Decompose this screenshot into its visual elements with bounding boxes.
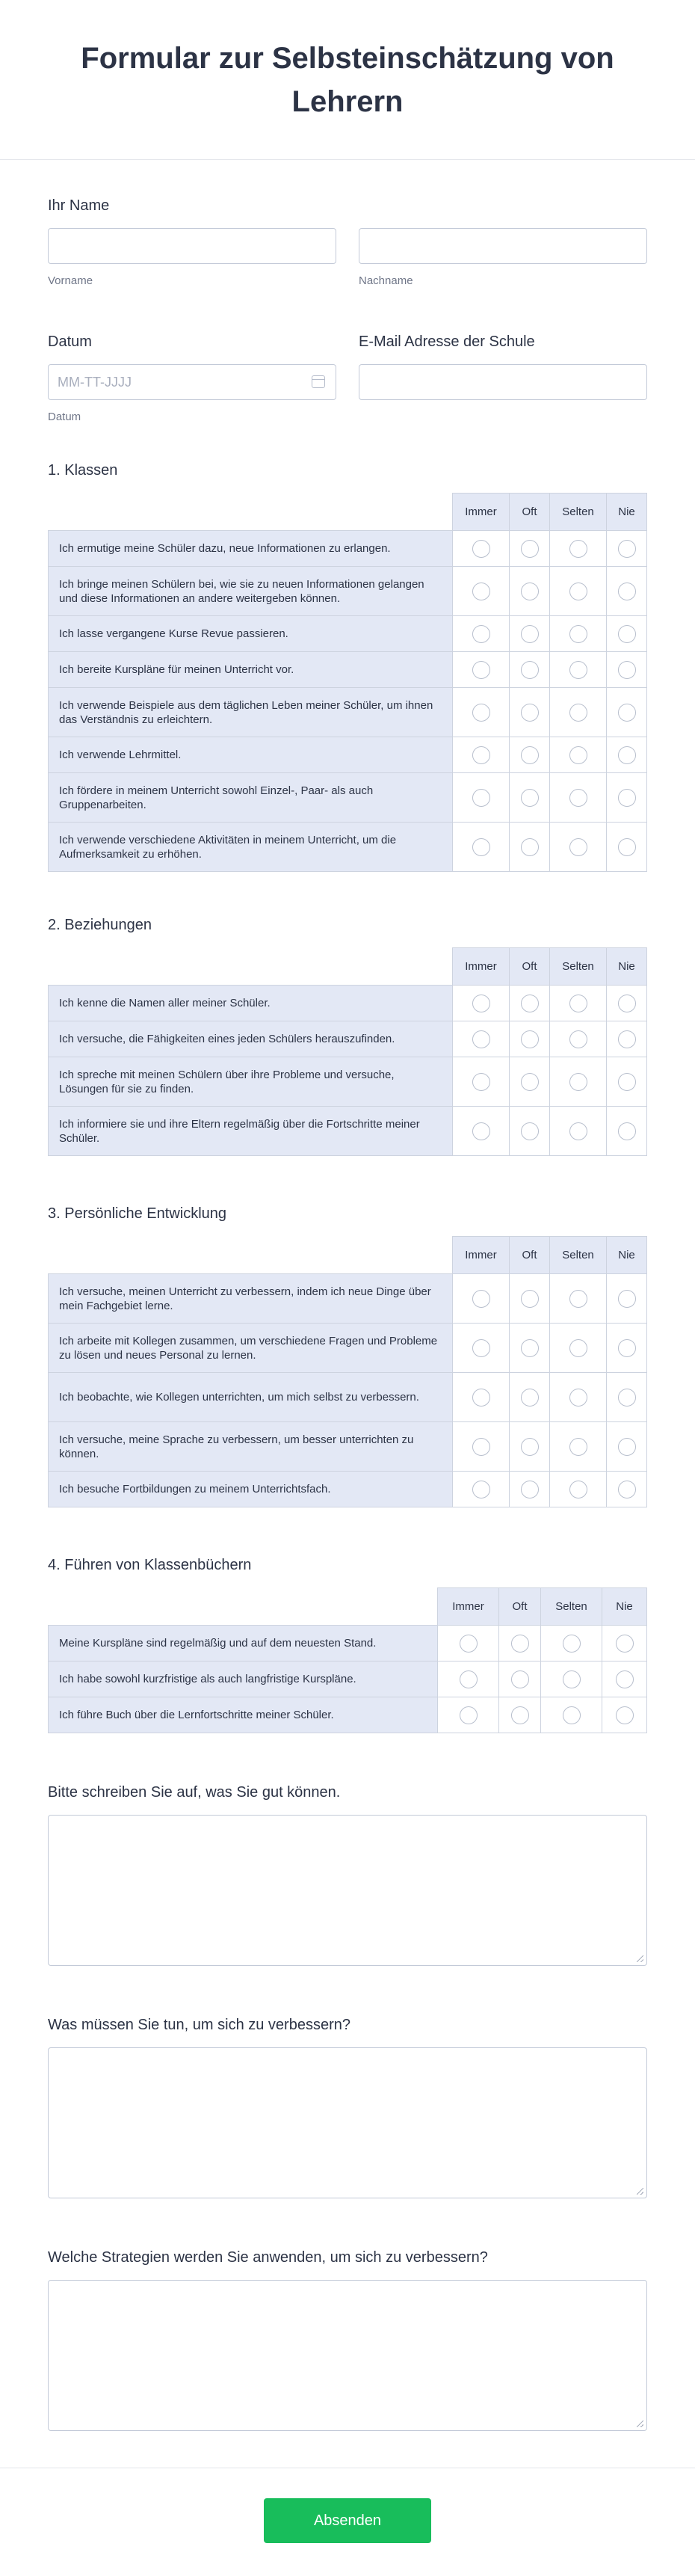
question-label: Meine Kurspläne sind regelmäßig und auf dem neuesten Stand. bbox=[49, 1626, 438, 1662]
question-label: Ich kenne die Namen aller meiner Schüler. bbox=[49, 986, 453, 1021]
radio-button[interactable] bbox=[472, 1339, 490, 1357]
column-header: Nie bbox=[607, 494, 647, 531]
radio-cell bbox=[510, 1373, 550, 1422]
textarea-sections bbox=[48, 1784, 647, 2431]
radio-cell bbox=[607, 1274, 647, 1324]
radio-button[interactable] bbox=[618, 1073, 636, 1091]
radio-cell bbox=[550, 1107, 607, 1156]
radio-cell bbox=[510, 688, 550, 737]
radio-cell bbox=[550, 823, 607, 872]
radio-cell bbox=[453, 986, 510, 1021]
matrix-row bbox=[49, 823, 647, 872]
radio-cell bbox=[607, 652, 647, 688]
radio-button[interactable] bbox=[618, 746, 636, 764]
question-label: Ich spreche mit meinen Schülern über ihre Probleme und versuche, Lösungen für sie zu finden. bbox=[49, 1057, 453, 1107]
radio-cell bbox=[453, 773, 510, 823]
question-label: Ich versuche, meine Sprache zu verbessern, um besser unterrichten zu können. bbox=[49, 1422, 453, 1472]
radio-button[interactable] bbox=[521, 789, 539, 807]
radio-cell bbox=[550, 616, 607, 652]
submit-button[interactable]: Absenden bbox=[264, 2498, 431, 2543]
column-header: Immer bbox=[453, 948, 510, 986]
resize-handle-icon[interactable] bbox=[637, 1955, 643, 1962]
section-title: 1. Klassen bbox=[48, 462, 118, 479]
radio-cell bbox=[453, 1472, 510, 1507]
radio-cell bbox=[550, 1274, 607, 1324]
radio-cell bbox=[607, 1373, 647, 1422]
matrix-row bbox=[49, 1057, 647, 1107]
question-label: Ich ermutige meine Schüler dazu, neue Informationen zu erlangen. bbox=[49, 531, 453, 567]
radio-cell bbox=[607, 1057, 647, 1107]
radio-cell bbox=[510, 737, 550, 773]
radio-cell bbox=[510, 1057, 550, 1107]
first-name-input[interactable] bbox=[48, 228, 336, 264]
section-title: 3. Persönliche Entwicklung bbox=[48, 1205, 227, 1222]
radio-button[interactable] bbox=[460, 1635, 478, 1653]
radio-cell bbox=[607, 823, 647, 872]
radio-button[interactable] bbox=[563, 1635, 581, 1653]
name-label: Ihr Name bbox=[48, 197, 110, 214]
radio-cell bbox=[541, 1697, 602, 1733]
section-title: 2. Beziehungen bbox=[48, 917, 152, 933]
radio-button[interactable] bbox=[521, 995, 539, 1012]
radio-cell bbox=[550, 688, 607, 737]
radio-button[interactable] bbox=[472, 704, 490, 722]
textarea-group bbox=[48, 1784, 647, 1966]
question-label: Ich beobachte, wie Kollegen unterrichten, um mich selbst zu verbessern. bbox=[49, 1373, 453, 1422]
radio-button[interactable] bbox=[569, 1030, 587, 1048]
calendar-icon[interactable] bbox=[312, 375, 325, 388]
radio-cell bbox=[550, 1021, 607, 1057]
radio-button[interactable] bbox=[460, 1706, 478, 1724]
radio-cell bbox=[550, 1373, 607, 1422]
radio-button[interactable] bbox=[460, 1670, 478, 1688]
radio-cell bbox=[453, 823, 510, 872]
radio-button[interactable] bbox=[618, 1438, 636, 1456]
radio-cell bbox=[453, 567, 510, 616]
question-label: Ich besuche Fortbildungen zu meinem Unterrichtsfach. bbox=[49, 1472, 453, 1507]
matrix-row bbox=[49, 1021, 647, 1057]
matrix-row bbox=[49, 986, 647, 1021]
date-email-row bbox=[48, 333, 647, 423]
radio-cell bbox=[453, 1324, 510, 1373]
radio-cell bbox=[602, 1697, 647, 1733]
radio-button[interactable] bbox=[472, 625, 490, 643]
textarea-group bbox=[48, 2017, 647, 2198]
form-footer bbox=[0, 2468, 695, 2576]
radio-button[interactable] bbox=[472, 789, 490, 807]
matrix-row bbox=[49, 737, 647, 773]
radio-cell bbox=[453, 1057, 510, 1107]
radio-button[interactable] bbox=[521, 1030, 539, 1048]
question-label: Ich führe Buch über die Lernfortschritte meiner Schüler. bbox=[49, 1697, 438, 1733]
matrix-sections bbox=[48, 462, 647, 1733]
radio-cell bbox=[510, 531, 550, 567]
radio-button[interactable] bbox=[569, 1122, 587, 1140]
name-field-group bbox=[48, 197, 647, 287]
matrix-row bbox=[49, 652, 647, 688]
column-header: Nie bbox=[607, 1237, 647, 1274]
radio-button[interactable] bbox=[472, 995, 490, 1012]
radio-cell bbox=[510, 652, 550, 688]
matrix-section bbox=[48, 462, 647, 872]
radio-cell bbox=[453, 1021, 510, 1057]
answer-textarea[interactable] bbox=[48, 2047, 647, 2198]
matrix-row bbox=[49, 616, 647, 652]
column-header: Selten bbox=[550, 1237, 607, 1274]
radio-button[interactable] bbox=[569, 789, 587, 807]
radio-cell bbox=[550, 1472, 607, 1507]
matrix-row bbox=[49, 1662, 647, 1697]
radio-cell bbox=[510, 823, 550, 872]
column-header: Oft bbox=[510, 1237, 550, 1274]
radio-cell bbox=[453, 652, 510, 688]
radio-cell bbox=[602, 1626, 647, 1662]
radio-cell bbox=[453, 1373, 510, 1422]
textarea-label: Welche Strategien werden Sie anwenden, um sich zu verbessern? bbox=[48, 2249, 488, 2266]
radio-button[interactable] bbox=[472, 1073, 490, 1091]
radio-button[interactable] bbox=[472, 661, 490, 679]
radio-button[interactable] bbox=[472, 1481, 490, 1498]
radio-cell bbox=[510, 1274, 550, 1324]
resize-handle-icon[interactable] bbox=[637, 2420, 643, 2427]
date-input[interactable] bbox=[48, 364, 336, 400]
last-name-input[interactable] bbox=[359, 228, 647, 264]
radio-button[interactable] bbox=[569, 838, 587, 856]
question-label: Ich lasse vergangene Kurse Revue passieren. bbox=[49, 616, 453, 652]
answer-textarea[interactable] bbox=[48, 1815, 647, 1966]
radio-button[interactable] bbox=[618, 789, 636, 807]
radio-button[interactable] bbox=[521, 1481, 539, 1498]
radio-cell bbox=[499, 1697, 541, 1733]
column-header: Selten bbox=[541, 1588, 602, 1626]
first-name-sublabel: Vorname bbox=[48, 274, 93, 287]
radio-cell bbox=[602, 1662, 647, 1697]
form-content bbox=[0, 197, 695, 2431]
radio-cell bbox=[510, 1107, 550, 1156]
question-label: Ich verwende Beispiele aus dem täglichen Leben meiner Schüler, um ihnen das Verständnis zu erleichtern. bbox=[49, 688, 453, 737]
radio-button[interactable] bbox=[569, 1339, 587, 1357]
radio-cell bbox=[453, 616, 510, 652]
question-label: Ich arbeite mit Kollegen zusammen, um verschiedene Fragen und Probleme zu lösen und neues Personal zu lernen. bbox=[49, 1324, 453, 1373]
radio-button[interactable] bbox=[618, 1290, 636, 1308]
question-label: Ich habe sowohl kurzfristige als auch langfristige Kurspläne. bbox=[49, 1662, 438, 1697]
radio-cell bbox=[453, 1422, 510, 1472]
rating-matrix bbox=[48, 1236, 647, 1507]
radio-cell bbox=[607, 531, 647, 567]
radio-button[interactable] bbox=[521, 625, 539, 643]
question-label: Ich bringe meinen Schülern bei, wie sie zu neuen Informationen gelangen und diese Informationen an andere weitergeben können. bbox=[49, 567, 453, 616]
radio-button[interactable] bbox=[521, 1073, 539, 1091]
radio-button[interactable] bbox=[618, 995, 636, 1012]
matrix-section bbox=[48, 1205, 647, 1507]
matrix-row bbox=[49, 1373, 647, 1422]
radio-button[interactable] bbox=[618, 1339, 636, 1357]
matrix-row bbox=[49, 1422, 647, 1472]
radio-cell bbox=[453, 531, 510, 567]
school-email-input[interactable] bbox=[359, 364, 647, 400]
radio-cell bbox=[607, 986, 647, 1021]
radio-cell bbox=[510, 1422, 550, 1472]
radio-button[interactable] bbox=[472, 540, 490, 558]
answer-textarea[interactable] bbox=[48, 2280, 647, 2431]
radio-button[interactable] bbox=[521, 540, 539, 558]
question-label: Ich versuche, meinen Unterricht zu verbessern, indem ich neue Dinge über mein Fachgebiet lerne. bbox=[49, 1274, 453, 1324]
radio-button[interactable] bbox=[521, 746, 539, 764]
radio-button[interactable] bbox=[618, 1122, 636, 1140]
radio-cell bbox=[607, 1021, 647, 1057]
radio-cell bbox=[510, 1021, 550, 1057]
radio-button[interactable] bbox=[569, 1481, 587, 1498]
radio-button[interactable] bbox=[618, 582, 636, 600]
radio-button[interactable] bbox=[511, 1706, 529, 1724]
radio-cell bbox=[453, 1107, 510, 1156]
radio-button[interactable] bbox=[569, 1438, 587, 1456]
radio-button[interactable] bbox=[472, 838, 490, 856]
email-label: E-Mail Adresse der Schule bbox=[359, 333, 535, 350]
matrix-section bbox=[48, 1557, 647, 1733]
column-header: Nie bbox=[602, 1588, 647, 1626]
radio-cell bbox=[541, 1626, 602, 1662]
radio-cell bbox=[550, 773, 607, 823]
last-name-sublabel: Nachname bbox=[359, 274, 413, 287]
radio-button[interactable] bbox=[569, 704, 587, 722]
radio-button[interactable] bbox=[618, 1030, 636, 1048]
matrix-row bbox=[49, 567, 647, 616]
radio-button[interactable] bbox=[618, 704, 636, 722]
radio-button[interactable] bbox=[618, 838, 636, 856]
rating-matrix bbox=[48, 947, 647, 1156]
radio-cell bbox=[550, 531, 607, 567]
column-header: Selten bbox=[550, 494, 607, 531]
radio-button[interactable] bbox=[569, 1073, 587, 1091]
matrix-row bbox=[49, 531, 647, 567]
radio-button[interactable] bbox=[472, 1030, 490, 1048]
radio-cell bbox=[607, 1324, 647, 1373]
column-header: Oft bbox=[510, 948, 550, 986]
radio-cell bbox=[550, 652, 607, 688]
column-header: Oft bbox=[510, 494, 550, 531]
radio-button[interactable] bbox=[618, 625, 636, 643]
radio-cell bbox=[607, 1107, 647, 1156]
radio-cell bbox=[541, 1662, 602, 1697]
radio-button[interactable] bbox=[511, 1670, 529, 1688]
question-label: Ich verwende verschiedene Aktivitäten in meinem Unterricht, um die Aufmerksamkeit zu erhöhen. bbox=[49, 823, 453, 872]
radio-button[interactable] bbox=[616, 1706, 634, 1724]
date-label: Datum bbox=[48, 333, 92, 350]
date-sublabel: Datum bbox=[48, 411, 81, 423]
textarea-label: Bitte schreiben Sie auf, was Sie gut können. bbox=[48, 1784, 341, 1801]
radio-button[interactable] bbox=[521, 1290, 539, 1308]
radio-cell bbox=[438, 1662, 499, 1697]
radio-cell bbox=[607, 773, 647, 823]
radio-button[interactable] bbox=[569, 625, 587, 643]
radio-cell bbox=[607, 567, 647, 616]
radio-button[interactable] bbox=[521, 704, 539, 722]
radio-cell bbox=[510, 773, 550, 823]
radio-button[interactable] bbox=[569, 1290, 587, 1308]
column-header: Immer bbox=[438, 1588, 499, 1626]
question-label: Ich bereite Kurspläne für meinen Unterricht vor. bbox=[49, 652, 453, 688]
textarea-group bbox=[48, 2249, 647, 2431]
radio-button[interactable] bbox=[618, 1389, 636, 1407]
radio-cell bbox=[499, 1662, 541, 1697]
radio-cell bbox=[607, 616, 647, 652]
radio-button[interactable] bbox=[521, 838, 539, 856]
radio-cell bbox=[438, 1697, 499, 1733]
radio-button[interactable] bbox=[521, 1438, 539, 1456]
radio-cell bbox=[510, 1472, 550, 1507]
resize-handle-icon[interactable] bbox=[637, 2188, 643, 2195]
radio-button[interactable] bbox=[521, 1339, 539, 1357]
radio-button[interactable] bbox=[618, 661, 636, 679]
rating-matrix bbox=[48, 493, 647, 872]
radio-button[interactable] bbox=[472, 1438, 490, 1456]
radio-cell bbox=[550, 1324, 607, 1373]
radio-button[interactable] bbox=[511, 1635, 529, 1653]
radio-cell bbox=[550, 1057, 607, 1107]
radio-cell bbox=[607, 688, 647, 737]
radio-button[interactable] bbox=[563, 1706, 581, 1724]
radio-cell bbox=[550, 567, 607, 616]
matrix-row bbox=[49, 1697, 647, 1733]
column-header: Selten bbox=[550, 948, 607, 986]
radio-cell bbox=[453, 1274, 510, 1324]
radio-button[interactable] bbox=[618, 540, 636, 558]
radio-button[interactable] bbox=[569, 661, 587, 679]
form-title: Formular zur Selbsteinschätzung von Lehrern bbox=[81, 41, 614, 118]
radio-button[interactable] bbox=[472, 582, 490, 600]
textarea-label: Was müssen Sie tun, um sich zu verbessern? bbox=[48, 2017, 350, 2033]
question-label: Ich verwende Lehrmittel. bbox=[49, 737, 453, 773]
radio-button[interactable] bbox=[569, 540, 587, 558]
radio-button[interactable] bbox=[472, 746, 490, 764]
question-label: Ich informiere sie und ihre Eltern regelmäßig über die Fortschritte meiner Schüler. bbox=[49, 1107, 453, 1156]
column-header: Immer bbox=[453, 494, 510, 531]
radio-cell bbox=[607, 1472, 647, 1507]
matrix-row bbox=[49, 688, 647, 737]
matrix-row bbox=[49, 1107, 647, 1156]
question-label: Ich versuche, die Fähigkeiten eines jeden Schülers herauszufinden. bbox=[49, 1021, 453, 1057]
radio-button[interactable] bbox=[521, 582, 539, 600]
radio-cell bbox=[453, 737, 510, 773]
matrix-section bbox=[48, 917, 647, 1156]
radio-cell bbox=[510, 1324, 550, 1373]
matrix-row bbox=[49, 1324, 647, 1373]
radio-cell bbox=[510, 567, 550, 616]
date-placeholder: MM-TT-JJJJ bbox=[58, 375, 132, 390]
radio-button[interactable] bbox=[618, 1481, 636, 1498]
matrix-row bbox=[49, 1472, 647, 1507]
radio-button[interactable] bbox=[563, 1670, 581, 1688]
radio-button[interactable] bbox=[569, 1389, 587, 1407]
radio-cell bbox=[453, 688, 510, 737]
rating-matrix bbox=[48, 1587, 647, 1733]
section-title: 4. Führen von Klassenbüchern bbox=[48, 1557, 252, 1573]
column-header: Oft bbox=[499, 1588, 541, 1626]
matrix-row bbox=[49, 773, 647, 823]
question-label: Ich fördere in meinem Unterricht sowohl Einzel-, Paar- als auch Gruppenarbeiten. bbox=[49, 773, 453, 823]
radio-button[interactable] bbox=[569, 995, 587, 1012]
form-header bbox=[0, 0, 695, 160]
radio-cell bbox=[607, 1422, 647, 1472]
column-header: Immer bbox=[453, 1237, 510, 1274]
radio-button[interactable] bbox=[521, 661, 539, 679]
radio-button[interactable] bbox=[569, 746, 587, 764]
radio-cell bbox=[550, 737, 607, 773]
radio-button[interactable] bbox=[521, 1122, 539, 1140]
radio-button[interactable] bbox=[521, 1389, 539, 1407]
radio-cell bbox=[550, 986, 607, 1021]
radio-button[interactable] bbox=[616, 1670, 634, 1688]
radio-button[interactable] bbox=[472, 1290, 490, 1308]
radio-cell bbox=[510, 986, 550, 1021]
radio-cell bbox=[438, 1626, 499, 1662]
radio-cell bbox=[499, 1626, 541, 1662]
matrix-row bbox=[49, 1274, 647, 1324]
radio-cell bbox=[607, 737, 647, 773]
radio-button[interactable] bbox=[569, 582, 587, 600]
radio-cell bbox=[510, 616, 550, 652]
radio-button[interactable] bbox=[472, 1122, 490, 1140]
matrix-row bbox=[49, 1626, 647, 1662]
radio-button[interactable] bbox=[616, 1635, 634, 1653]
radio-cell bbox=[550, 1422, 607, 1472]
column-header: Nie bbox=[607, 948, 647, 986]
radio-button[interactable] bbox=[472, 1389, 490, 1407]
